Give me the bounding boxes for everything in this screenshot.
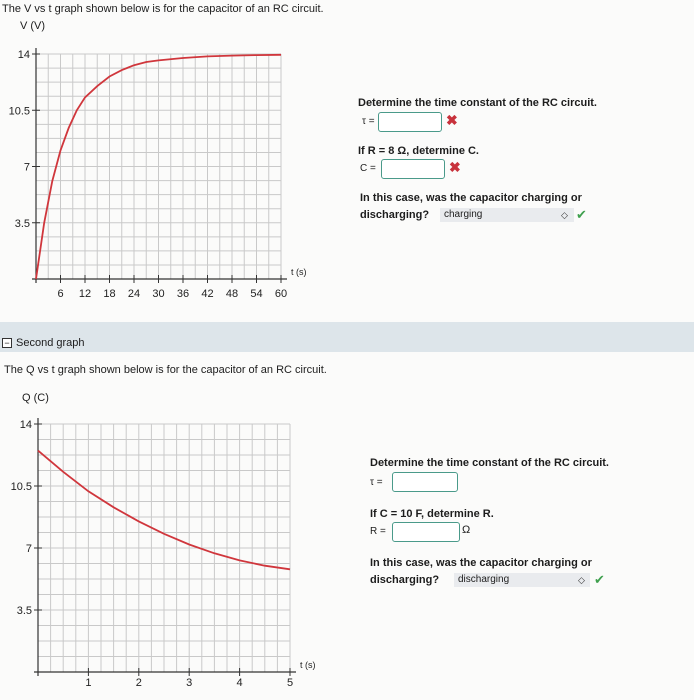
- x-tick-label: 1: [85, 677, 92, 689]
- x-axis-label: t (s): [291, 267, 307, 277]
- panel2-tau-label: τ =: [370, 477, 383, 488]
- y-tick-label: 3.5: [16, 605, 32, 617]
- collapse-minus-icon[interactable]: −: [2, 338, 12, 348]
- y-tick-label: 3.5: [14, 217, 30, 230]
- panel1-c-wrong-icon: ✖: [449, 159, 461, 175]
- panel1-c-input[interactable]: [381, 159, 445, 179]
- panel2-r-label: R =: [370, 526, 386, 537]
- y-tick-label: 10.5: [10, 481, 32, 493]
- panel1-tau-label: τ =: [362, 116, 375, 127]
- panel1-answer-select[interactable]: charging: [440, 208, 574, 222]
- panel1-tau-input[interactable]: [378, 112, 442, 132]
- x-tick-label: 36: [176, 288, 190, 300]
- panel2-tau-input[interactable]: [392, 472, 458, 492]
- x-tick-label: 4: [236, 677, 243, 689]
- x-tick-label: 12: [78, 288, 92, 300]
- panel2-ohm-unit: Ω: [462, 524, 471, 536]
- x-tick-label: 54: [250, 288, 263, 300]
- x-tick-label: 42: [201, 288, 214, 300]
- x-tick-label: 3: [186, 677, 193, 689]
- graph1-title: The V vs t graph shown below is for the capacitor of an RC circuit.: [2, 3, 324, 15]
- graph2-chart: [0, 410, 350, 700]
- section2-band: [0, 322, 694, 352]
- panel2-q3-line2: discharging?: [370, 574, 440, 586]
- panel1-q3-line1: In this case, was the capacitor charging or: [360, 192, 582, 204]
- panel2-r-input[interactable]: [392, 522, 460, 542]
- panel2-answer-select[interactable]: discharging: [454, 573, 590, 587]
- x-tick-label: 6: [57, 288, 64, 300]
- panel1-correct-check-icon: ✔: [576, 207, 587, 222]
- panel2-correct-check-icon: ✔: [594, 572, 605, 587]
- panel1-q2: If R = 8 Ω, determine C.: [358, 145, 479, 157]
- x-tick-label: 18: [103, 288, 116, 300]
- panel1-c-label: C =: [360, 163, 376, 174]
- x-tick-label: 2: [135, 677, 142, 689]
- graph2-ylabel: Q (C): [22, 392, 49, 404]
- graph1-ylabel: V (V): [20, 20, 46, 32]
- y-tick-label: 14: [17, 49, 30, 61]
- x-axis-label: t (s): [300, 660, 316, 670]
- section2-header[interactable]: [2, 337, 85, 349]
- panel1-q3-line2: discharging?: [360, 209, 430, 221]
- panel2-q1: Determine the time constant of the RC circuit.: [370, 457, 609, 469]
- panel1-q1: Determine the time constant of the RC circuit.: [358, 97, 597, 109]
- y-tick-label: 10.5: [8, 105, 30, 118]
- panel1-tau-wrong-icon: ✖: [446, 112, 458, 128]
- panel2-q3-line1: In this case, was the capacitor charging or: [370, 557, 592, 569]
- panel1-select-chevron-icon: ◇: [561, 210, 568, 220]
- x-tick-label: 60: [274, 288, 288, 300]
- panel2-select-chevron-icon: ◇: [578, 575, 585, 585]
- section2-header-label: Second graph: [16, 337, 85, 349]
- x-tick-label: 5: [286, 677, 294, 689]
- graph1-chart: [0, 40, 340, 310]
- panel2-q2: If C = 10 F, determine R.: [370, 508, 494, 520]
- x-tick-label: 48: [225, 288, 239, 300]
- x-tick-label: 30: [152, 288, 165, 300]
- y-tick-label: 7: [25, 543, 32, 555]
- x-tick-label: 24: [127, 288, 141, 300]
- graph2-title: The Q vs t graph shown below is for the capacitor of an RC circuit.: [4, 364, 327, 376]
- y-tick-label: 7: [23, 161, 30, 174]
- y-tick-label: 14: [19, 419, 32, 431]
